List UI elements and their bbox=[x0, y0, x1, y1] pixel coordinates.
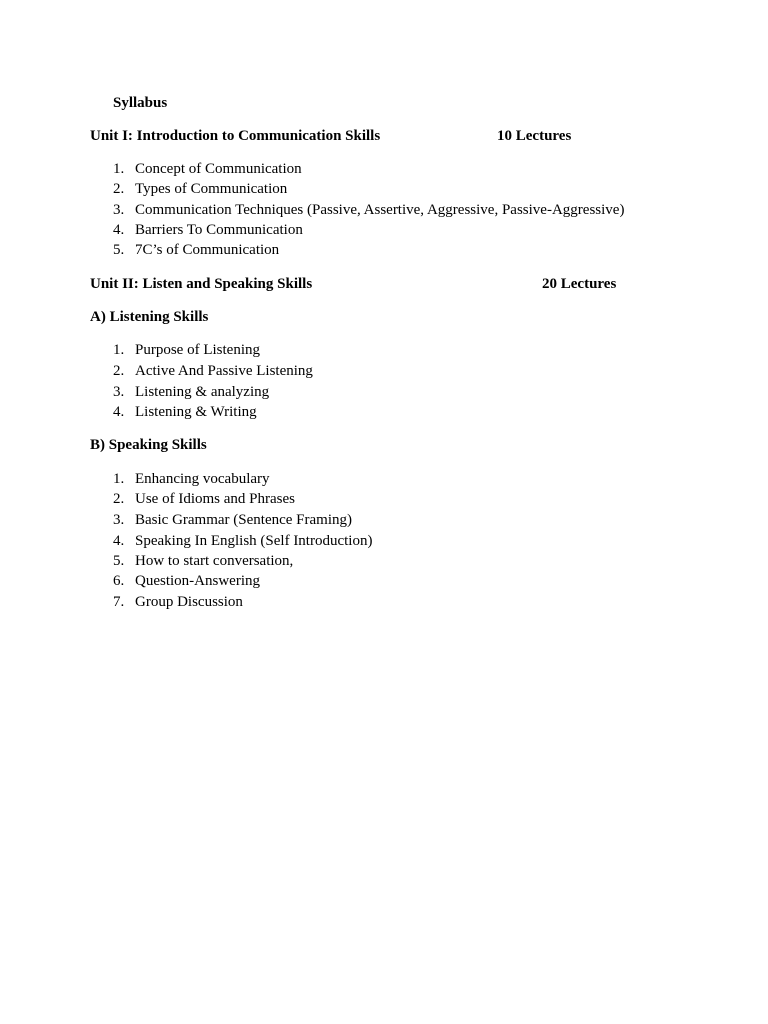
list-item-number: 4. bbox=[113, 533, 125, 549]
list-item-number: 3. bbox=[113, 512, 125, 528]
list-item-text: Listening & Writing bbox=[135, 404, 257, 420]
unit2-lectures: 20 Lectures bbox=[542, 276, 617, 292]
list-item-number: 3. bbox=[113, 202, 125, 218]
list-item-text: Question-Answering bbox=[135, 573, 260, 589]
list-item-number: 4. bbox=[113, 404, 125, 420]
list-item-number: 2. bbox=[113, 491, 125, 507]
list-item-number: 5. bbox=[113, 553, 125, 569]
list-item-number: 3. bbox=[113, 384, 125, 400]
unit1-lectures: 10 Lectures bbox=[497, 128, 572, 144]
unit1-heading: Unit I: Introduction to Communication Skills bbox=[90, 128, 381, 144]
list-item-number: 5. bbox=[113, 242, 125, 258]
list-item-number: 1. bbox=[113, 342, 125, 358]
list-item-number: 2. bbox=[113, 181, 125, 197]
list-item-text: Enhancing vocabulary bbox=[135, 471, 270, 487]
list-item-number: 7. bbox=[113, 594, 125, 610]
list-item-text: Barriers To Communication bbox=[135, 222, 303, 238]
list-item-text: Group Discussion bbox=[135, 594, 243, 610]
list-item-text: Purpose of Listening bbox=[135, 342, 260, 358]
section-b-heading: B) Speaking Skills bbox=[90, 437, 207, 453]
document-title: Syllabus bbox=[113, 95, 168, 111]
list-item-number: 2. bbox=[113, 363, 125, 379]
list-item-text: Types of Communication bbox=[135, 181, 288, 197]
list-item-text: Use of Idioms and Phrases bbox=[135, 491, 295, 507]
list-item-number: 4. bbox=[113, 222, 125, 238]
list-item-text: Basic Grammar (Sentence Framing) bbox=[135, 512, 353, 528]
unit2-heading: Unit II: Listen and Speaking Skills bbox=[90, 276, 313, 292]
section-a-heading: A) Listening Skills bbox=[90, 309, 209, 325]
list-item-text: Active And Passive Listening bbox=[135, 363, 313, 379]
list-item-text: Speaking In English (Self Introduction) bbox=[135, 533, 373, 549]
list-item-text: 7C’s of Communication bbox=[135, 242, 280, 258]
list-item-text: Listening & analyzing bbox=[135, 384, 270, 400]
list-item-text: Communication Techniques (Passive, Assertive, Aggressive, Passive-Aggressive) bbox=[135, 202, 625, 218]
list-item-text: How to start conversation, bbox=[135, 553, 294, 569]
list-item-number: 6. bbox=[113, 573, 125, 589]
list-item-number: 1. bbox=[113, 161, 125, 177]
list-item-text: Concept of Communication bbox=[135, 161, 302, 177]
list-item-number: 1. bbox=[113, 471, 125, 487]
